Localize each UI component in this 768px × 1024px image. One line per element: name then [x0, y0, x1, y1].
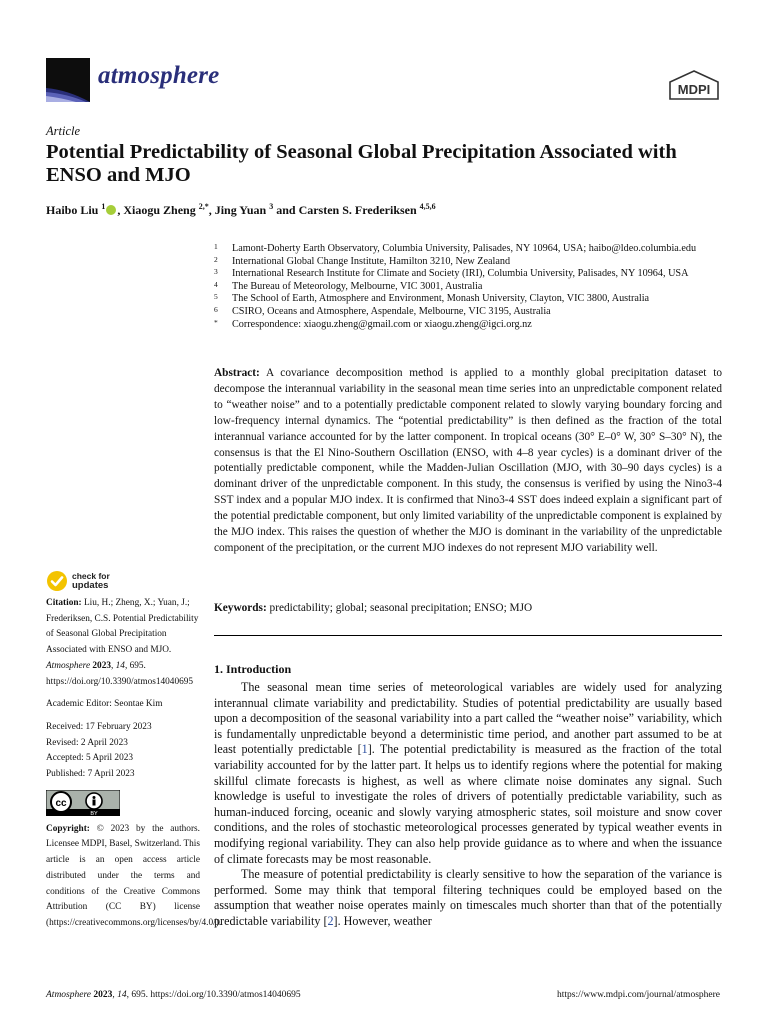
affiliation-text: International Global Change Institute, Hamilton 3210, New Zealand: [232, 255, 511, 267]
author-affiliation-sup: 2,*: [198, 202, 209, 211]
date-received: Received: 17 February 2023: [46, 721, 152, 732]
correspondence-text: Correspondence: xiaogu.zheng@gmail.com or xiaogu.zheng@igci.org.nz: [232, 318, 532, 330]
citation: Citation: Liu, H.; Zheng, X.; Yuan, J.; Frederiksen, C.S. Potential Predictability of Seasonal Global Precipitation Associated with ENSO and MJO. Atmosphere 2023, 14, 695. https://doi.org/10.3390/atmos14040695: [46, 598, 199, 687]
svg-text:cc: cc: [55, 797, 67, 809]
academic-editor: Academic Editor: Seontae Kim: [46, 699, 163, 710]
footer-doi-link[interactable]: , 695. https://doi.org/10.3390/atmos14040695: [126, 990, 301, 1000]
citation-label: Citation:: [46, 598, 82, 608]
author-name[interactable]: Carsten S. Frederiksen: [298, 203, 417, 217]
affiliations: [214, 243, 734, 331]
sidebar: [46, 570, 222, 932]
abstract-text: A covariance decomposition method is applied to a monthly global precipitation dataset to decompose the interannual variability in the seasonal mean time series into an unpredictable component related to “weather noise” and to a potentially predictable component related to slowly varying boundary forcing and low-frequency internal dynamics. The “potential predictability” is then defined as the fraction of the total interannual variance accounted for by the latter component. In tropical oceans (30° E–0° W, 30° S–30° N), the consensus is that the El Nino-Southern Oscillation (ENSO, with 4–8 year cycles) is a dominant driver of the potentially predictable component, while the Madden-Julian Oscillation (MJO, with 30–90 days cycles) is a dominant driver of the unpredictable component. In this study, the consensus is verified by using the Nino3-4 SST index and a popular MJO index. It is confirmed that Nino3-4 SST does indeed explain a significant part of the potential predictable component, but only limited variability of the unpredictable component is explained by the MJO index. This raises the question of whether the MJO is dominant in the variability of the unpredictable component of the precipitation, or the current MJO indexes do not represent MJO variability well.: [214, 367, 722, 554]
affiliation-text: The Bureau of Meteorology, Melbourne, VIC 3001, Australia: [232, 280, 483, 292]
citation-link[interactable]: 2: [327, 913, 334, 928]
affiliation-item: [214, 306, 734, 319]
author-name[interactable]: Jing Yuan: [214, 203, 267, 217]
article-type: Article: [46, 124, 81, 138]
affiliation-text: Lamont-Doherty Earth Observatory, Columbia University, Palisades, NY 10964, USA; haibo@ldeo.columbia.edu: [232, 243, 697, 254]
journal-logo-icon: [46, 58, 90, 102]
affiliation-item: [214, 293, 734, 306]
citation-year: 2023: [92, 660, 111, 671]
footer-year: 2023: [93, 990, 113, 1000]
footer-journal-url[interactable]: https://www.mdpi.com/journal/atmosphere: [557, 990, 720, 1000]
paper-title: Potential Predictability of Seasonal Global Precipitation Associated with ENSO and MJO: [46, 141, 677, 186]
keywords-label: Keywords:: [214, 602, 267, 614]
footer-citation: Atmosphere 2023, 14, 695. https://doi.org/10.3390/atmos14040695: [46, 990, 301, 1000]
affiliation-item: [214, 256, 734, 269]
check-for-updates-button[interactable]: [46, 570, 200, 592]
affiliation-item: [214, 268, 734, 281]
mdpi-logo-icon[interactable]: [668, 70, 720, 100]
keywords-text: predictability; global; seasonal precipitation; ENSO; MJO: [269, 602, 533, 614]
author-affiliation-sup: 1: [101, 202, 106, 211]
date-revised: Revised: 2 April 2023: [46, 737, 128, 748]
citation-text: Liu, H.; Zheng, X.; Yuan, J.; Frederiksen, C.S. Potential Predictability of Seasonal Global Precipitation Associated with ENSO and MJO.: [46, 598, 199, 656]
cc-by-license-icon[interactable]: [46, 790, 120, 816]
affiliation-item: [214, 243, 734, 256]
affiliation-number: 1: [214, 242, 218, 251]
footer-journal: Atmosphere: [46, 990, 92, 1000]
affiliation-text: CSIRO, Oceans and Atmosphere, Aspendale, Melbourne, VIC 3195, Australia: [232, 305, 551, 317]
svg-text:BY: BY: [90, 810, 98, 816]
author-affiliation-sup: 3: [269, 202, 274, 211]
abstract: [214, 366, 722, 557]
mdpi-logo-text: MDPI: [677, 82, 711, 97]
copyright-label: Copyright:: [46, 823, 90, 834]
abstract-label: Abstract:: [214, 367, 260, 379]
date-published: Published: 7 April 2023: [46, 769, 135, 780]
affiliation-number: 3: [214, 267, 218, 277]
copyright-text: © 2023 by the authors. Licensee MDPI, Basel, Switzerland. This article is an open access article distributed under the terms and conditions of the Creative Commons Attribution (CC BY) license (https://creativecommons.org/licenses/by/4.0/).: [46, 823, 222, 928]
affiliation-text: The School of Earth, Atmosphere and Environment, Monash University, Clayton, VIC 3800, Australia: [232, 293, 650, 305]
date-accepted: Accepted: 5 April 2023: [46, 753, 134, 764]
author-name[interactable]: Xiaogu Zheng: [123, 203, 196, 217]
orcid-icon[interactable]: [106, 205, 116, 215]
paragraph: [214, 867, 722, 929]
affiliation-number: 4: [214, 279, 218, 289]
correspondence-item: [214, 319, 734, 332]
paragraph-text: ]. However, weather: [333, 913, 432, 928]
citation-link[interactable]: 1: [361, 742, 368, 757]
journal-name[interactable]: atmosphere: [98, 62, 220, 89]
affiliation-item: [214, 281, 734, 294]
affiliation-text: International Research Institute for Climate and Society (IRI), Columbia University, Palisades, NY 10964, USA: [232, 268, 689, 280]
citation-journal: Atmosphere: [46, 660, 91, 671]
affiliation-number: 2: [214, 254, 218, 264]
paragraph: [214, 680, 722, 867]
footer-volume: 14: [117, 990, 127, 1000]
keywords: [214, 602, 722, 614]
dates: [46, 720, 200, 783]
affiliation-number: 6: [214, 304, 218, 314]
affiliation-number: *: [214, 317, 218, 327]
affiliation-number: 5: [214, 292, 218, 302]
author-name[interactable]: Haibo Liu: [46, 203, 99, 217]
section-heading: 1. Introduction: [214, 662, 292, 676]
paragraph-text: The seasonal mean time series of meteorological variables are widely used for analyzing interannual climate variability and predictability. Studies of potential predictability are usually based upon a decomposition of the seasonal variability into a part called the “weather noise” variability, which is fundamentally unpredictable beyond a deterministic time period, and another part assumed to be at least potentially predictable [: [214, 680, 722, 757]
author-affiliation-sup: 4,5,6: [419, 202, 436, 211]
citation-volume: 14: [115, 660, 125, 671]
paragraph-text: ]. The potential predictability is measured as the fraction of the total variability accounted for by the latter part. It helps us to identify regions where the potential for making skillful climate forecasts is highest, as well as where climate noise dominates any signal. Such knowledge is useful to investigate the roles of drivers of potentially predictable variability, such as human-induced forcing, oceanic and slowly varying atmospheric states, soil moisture and snow cover conditions, and the roles of stochastic meteorological processes generated by typical weather events in modifying regional variability. They can also help provide guidance as to where and when the issuance of climate forecasts may be most reasonable.: [214, 742, 723, 866]
copyright: [46, 822, 222, 932]
paragraph-text: The measure of potential predictability is clearly sensitive to how the separation of the variance is performed. Some may think that temporal filtering techniques could be employed based on the assumption that weather noise operates mainly on timescales much shorter than that of the potentially predictable variability [: [214, 867, 722, 928]
author-list: Haibo Liu $^1$ , Xiaogu Zheng $^{2,*}$, Jing Yuan $^3$ and Carsten S. Frederiksen $^{4,5,6}$: [46, 202, 436, 217]
check-updates-line2: updates: [72, 580, 109, 591]
introduction-body: [214, 680, 722, 930]
citation-doi[interactable]: , 695. https://doi.org/10.3390/atmos14040695: [46, 660, 194, 687]
check-updates-line1: check for: [72, 571, 110, 581]
section-divider: [214, 635, 722, 636]
check-updates-icon: [46, 570, 68, 592]
